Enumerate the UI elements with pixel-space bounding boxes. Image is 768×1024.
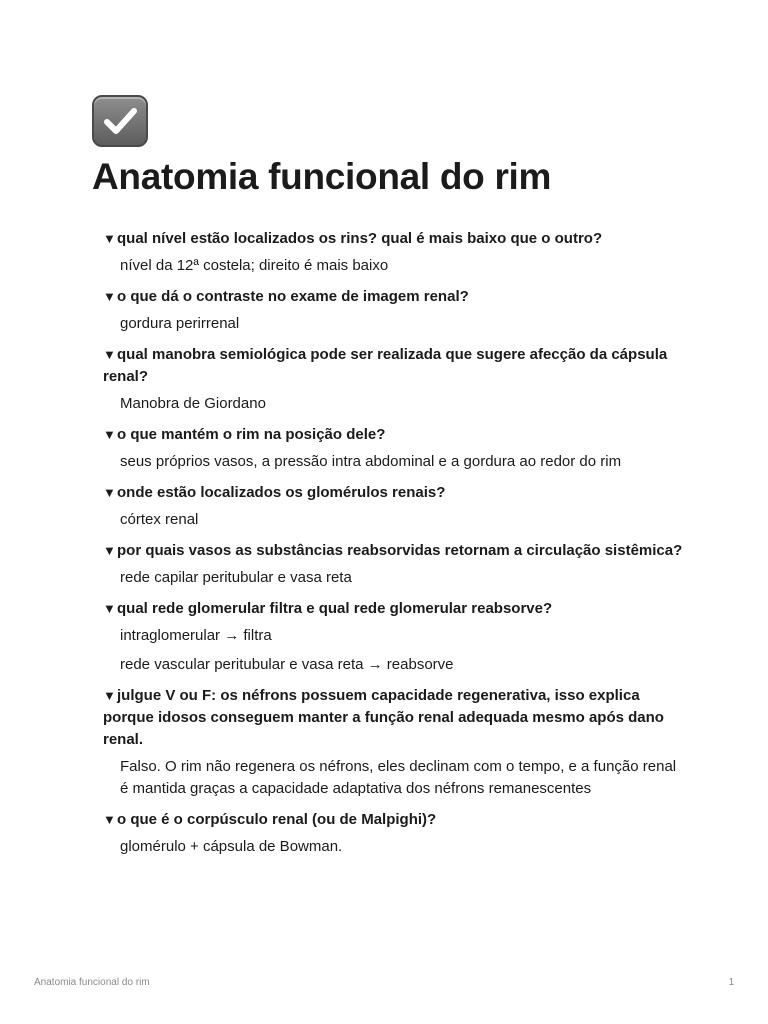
question-text: o que dá o contraste no exame de imagem renal? [117,288,469,305]
toggle-block [103,284,683,342]
toggle-block [103,226,683,284]
toggle-arrow-icon[interactable]: ▼ [103,812,116,827]
toggle-block [103,342,683,422]
toggle-arrow-icon[interactable]: ▼ [103,485,116,500]
toggle-arrow-icon[interactable]: ▼ [103,231,116,246]
question-text: qual nível estão localizados os rins? qual é mais baixo que o outro? [117,230,603,247]
page-title: Anatomia funcional do rim [92,156,552,197]
toggle-block [103,807,683,865]
toggle-question[interactable] [103,480,683,509]
toggle-question[interactable] [103,596,683,625]
toggle-arrow-icon[interactable]: ▼ [103,347,116,362]
check-box-icon [92,95,148,147]
answer-text: rede capilar peritubular e vasa reta [120,569,352,586]
toggle-arrow-icon[interactable]: ▼ [103,427,116,442]
toggle-arrow-icon[interactable]: ▼ [103,601,116,616]
toggle-arrow-icon[interactable]: ▼ [103,543,116,558]
question-text: julgue V ou F: os néfrons possuem capacidade regenerativa, isso explica porque idosos conseguem manter a função renal adequada mesmo após dano renal. [103,687,664,748]
toggle-arrow-icon[interactable]: ▼ [103,289,116,304]
answer-text: gordura perirrenal [120,315,240,332]
toggle-block [103,538,683,596]
question-text: qual rede glomerular filtra e qual rede glomerular reabsorve? [117,600,553,617]
footer-page-number: 1 [728,977,734,988]
toggle-question[interactable] [103,683,683,756]
answer-text: Falso. O rim não regenera os néfrons, eles declinam com o tempo, e a função renal é mantida graças a capacidade adaptativa dos néfrons remanescentes [120,758,677,797]
toggle-question[interactable] [103,284,683,313]
question-text: por quais vasos as substâncias reabsorvidas retornam a circulação sistêmica? [117,542,683,559]
answer-text: rede vascular peritubular e vasa reta → reabsorve [120,656,454,673]
question-text: onde estão localizados os glomérulos renais? [117,484,446,501]
footer-title: Anatomia funcional do rim [34,977,150,988]
toggle-question[interactable] [103,807,683,836]
toggle-block [103,683,683,807]
question-text: o que é o corpúsculo renal (ou de Malpighi)? [117,811,437,828]
toggle-question[interactable] [103,342,683,393]
answer-text: córtex renal [120,511,199,528]
toggle-block [103,596,683,683]
answer-text: Manobra de Giordano [120,395,266,412]
answer-text: glomérulo + cápsula de Bowman. [120,838,343,855]
answer-text: intraglomerular → filtra [120,627,272,644]
answer-text: nível da 12ª costela; direito é mais baixo [120,257,389,274]
toggle-arrow-icon[interactable]: ▼ [103,688,116,703]
toggle-list [103,226,683,865]
question-text: qual manobra semiológica pode ser realizada que sugere afecção da cápsula renal? [103,346,668,385]
toggle-block [103,480,683,538]
toggle-question[interactable] [103,422,683,451]
answer-text: seus próprios vasos, a pressão intra abdominal e a gordura ao redor do rim [120,453,622,470]
toggle-question[interactable] [103,226,683,255]
toggle-block [103,422,683,480]
question-text: o que mantém o rim na posição dele? [117,426,386,443]
toggle-question[interactable] [103,538,683,567]
